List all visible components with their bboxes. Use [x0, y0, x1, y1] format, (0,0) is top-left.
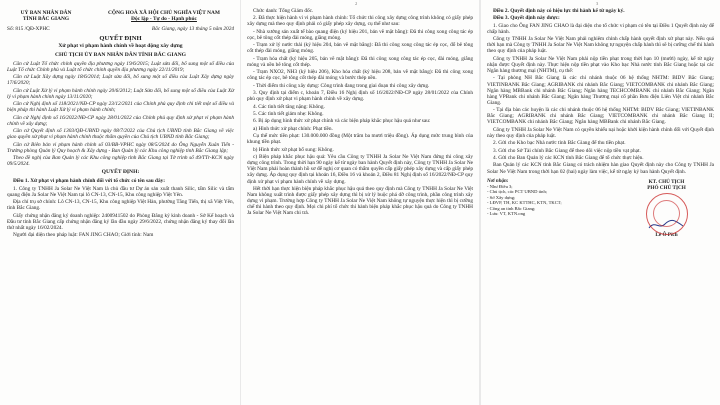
recipients-list [487, 179, 587, 238]
legal-basis: Căn cứ Biên bản vi phạm hành chính số 03/BB-VPHC ngày 08/5/2024 do Ông Nguyễn Xuân Tiến - Trưởng phòng Quản lý Quy hoạch & Xây dựng - Ban Quản lý các Khu công nghiệp tỉnh Bắc Giang lập; [7, 141, 234, 154]
paragraph: Ban Quản lý các KCN tỉnh Bắc Giang có trách nhiệm hàn giao Quyết định này cho Công ty TNHH Ja Solar Ne Việt Nam trong thời hạn 02 (hai) ngày làm việc, kể từ ngày ký ban hành Quyết định. [487, 162, 714, 175]
signer-name: Lê Ô Pích [655, 231, 678, 238]
paragraph: 5. Các tình tiết giảm nhẹ: Không. [253, 111, 324, 118]
recipient: - Công an tỉnh Bắc Giang; [487, 205, 536, 211]
paragraph: 1. Giao cho Ông FAN JING CHAO là đại diện cho tổ chức vi phạm có tên tại Điều 1 Quyết định này để chấp hành. [487, 22, 714, 35]
paragraph: - Tại phòng NH Bắc Giang là các chi nhánh thuộc 06 hệ thống NHTM: BIDV Bắc Giang; VIETINBANK Bắc Giang; AGRIBANK chi nhánh Bắc Giang; VIETCOMBANK chi nhánh Bắc Giang; Ngân hàng MBBank chi nhánh Bắc Giang; Ngân hàng TECHCOMBANK chi nhánh Bắc Giang; Ngân hàng VPBank chi nhánh Bắc Giang; Ngân hàng Thương mại cổ phần Bưu điện Liên Việt chi nhánh Bắc Giang. [487, 75, 714, 106]
company-paragraph: 1. Công ty TNHH Ja Solar Ne Việt Nam là chủ đầu tư Dự án sản xuất thanh Silic, tấm Silic và tấm quang điện Ja Solar Ne Việt Nam tại lô CN-13, CN-15, Khu công nghiệp Việt Yên. [7, 185, 234, 198]
document-subtitle: Xử phạt vi phạm hành chính về hoạt động xây dựng [58, 42, 183, 49]
sign-title-2: PHÓ CHỦ TỊCH [647, 184, 686, 191]
legal-basis: Căn cứ Nghị định số 118/2021/NĐ-CP ngày 23/12/2021 của Chính phủ quy định chi tiết một số điều và biện pháp thi hành Luật Xử lý vi phạm hành chính; [7, 101, 234, 114]
paragraph: 3. Gửi cho Sở Tài chính Bắc Giang để theo dõi việc nộp tiền vạt phạt. [493, 147, 641, 154]
page-number: 2 [355, 1, 358, 6]
registration-paragraph: Giấy chứng nhận đăng ký doanh nghiệp: 2400941502 do Phòng Đăng ký kinh doanh - Sở Kế hoạch và Đầu tư tỉnh Bắc Giang cấp chứng nhận đăng ký lần đầu ngày 29/6/2022, chứng nhận đăng ký thay đổi lần thứ nhất ngày 16/02/2024. [7, 212, 234, 231]
legal-basis: Căn cứ Luật Xử lý vi phạm hành chính ngày 20/6/2012; Luật Sửa đổi, bổ sung một số điều của Luật Xử lý vi phạm hành chính ngày 13/11/2020; [7, 87, 234, 100]
paragraph: a) Hình thức xử phạt chính: Phạt tiền. [253, 125, 333, 132]
motto-line-2: Độc lập - Tự do - Hạnh phúc [131, 16, 197, 23]
legal-basis: Căn cứ Nghị định số 16/2022/NĐ-CP ngày 28/01/2022 của Chính phủ quy định xử phạt vi phạm hành chính về xây dựng; [7, 114, 234, 127]
paragraph: - Trạm NXO2, NH3 (ký hiệu 206), Kho hóa chất (ký hiệu 208, bản vẽ mặt bằng): Đã thi công xong công tác ép cọc, bê tông cốt thép đài móng và bước thép nền. [247, 69, 473, 82]
issuing-agency [7, 10, 85, 23]
fine-amount-paragraph: Cụ thể mức tiền phạt: 130.000.000 đồng (Một trăm ba mươi triệu đồng). Áp dụng mức trung bình của khung tiền phạt. [247, 133, 473, 146]
agency-line-1: UỶ BAN NHÂN DÂN [20, 10, 72, 16]
recipient: - Lưu: VT, KTN.ong [487, 211, 526, 217]
legal-basis: Căn cứ Luật Xây dựng ngày 18/6/2014; Luật sửa đổi, bổ sung một số điều của Luật Xây dựng ngày 17/6/2020; [7, 74, 234, 87]
national-motto [94, 10, 234, 23]
recipient: - LĐVP, TH, KC KTTHC, KTN, TKCT; [487, 200, 562, 206]
recipient: - Sở Xây dựng; [487, 194, 516, 200]
legal-basis: Căn cứ Quyết định số 1303/QĐ-UBND ngày 08/7/2022 của Chủ tịch UBND tỉnh Bắc Giang về việc giao quyền xử phạt vi phạm hành chính thuộc thẩm quyền của Chủ tịch UBND tỉnh Bắc Giang; [7, 128, 234, 141]
article-2: Điều 2. Quyết định này có hiệu lực thi hành kể từ ngày ký. [493, 8, 625, 14]
legal-bases [7, 61, 234, 168]
signature-block [487, 179, 714, 238]
document-title: QUYẾT ĐỊNH [99, 34, 142, 42]
signer-block [619, 179, 714, 238]
paragraph: - Trạm hóa chất (ký hiệu 205, bản vẽ mặt bằng): Đã thi công xong công tác ép cọc, đài móng, giằng móng và nền bê tông cốt thép. [247, 55, 473, 68]
issuing-authority: CHỦ TỊCH ỦY BAN NHÂN DÂN TỈNH BẮC GIANG [54, 51, 187, 58]
document-header [7, 10, 234, 23]
paragraph: 4. Các tình tiết tăng nặng: Không. [253, 103, 325, 110]
representative-paragraph: Người đại diện theo pháp luật: FAN JING CHAO; Giới tính: Nam [13, 232, 154, 239]
recipient: - Như Điều 3; [487, 184, 513, 190]
paragraph: 2. Đã thực hiện hành vi vi phạm hành chính: Tổ chức thi công xây dựng công trình không có giấy phép xây dựng mà theo quy định phải có giấy phép xây dựng, cụ thể như sau: [247, 15, 473, 28]
paragraph: - Nhà xưởng sản xuất tế bào quang điện (ký hiệu 201, bản vẽ mặt bằng): Đã thi công xong công tác ép cọc, bê tông cốt thép đài móng, giằng móng. [247, 28, 473, 41]
address-paragraph: Địa chỉ trụ sở chính: Lô CN-13, CN-15, Khu công nghiệp Việt Hàn, phường Tăng Tiến, thị xã Việt Yên, tỉnh Bắc Giang. [7, 199, 234, 212]
paragraph: - Trạm xử lý nước thải (ký hiệu 204, bản vẽ mặt bằng): Đã thi công xong công tác ép cọc, đổ bê tông cốt thép đài móng, giằng móng. [247, 42, 473, 55]
document-date: Bắc Giang, ngày 13 tháng 5 năm 2024 [151, 25, 234, 32]
motto-line-1: CỘNG HOÀ XÃ HỘI CHỦ NGHĨA VIỆT NAM [108, 10, 220, 16]
paragraph: - Thời điểm thi công xây dựng: Công trình đang trong giai đoạn thi công xây dựng. [253, 82, 430, 89]
decision-heading: QUYẾT ĐỊNH: [101, 169, 140, 176]
paragraph: b) Hình thức xử phạt bổ sung: Không. [253, 146, 334, 153]
paragraph: Chức danh: Tổng Giám đốc. [253, 8, 314, 14]
official-seal-icon [646, 193, 688, 235]
page-3 [481, 0, 720, 405]
paragraph: 4. Gửi cho Ban Quản lý các KCN tỉnh Bắc Giang để tổ chức thực hiện. [493, 155, 644, 162]
paragraph: c) Biện pháp khắc phục hậu quả: Yêu cầu Công ty TNHH Ja Solar Ne Việt Nam đứng thi công xây dựng công trình. Trong thời hạn 90 ngày kể từ ngày ban hành Quyết định này, Công ty TNHH Ja Solar Ne Việt Nam phải hoàn thành hồ sơ để nghị cơ quan có thẩm quyền cấp giấy phép xây dựng và cấp giấy phép xây dựng. Áp dụng quy định tại khoản 16, Điều 16 và khoản 2, Điều 81 Nghị định số 16/2022/NĐ-CP quy định xử phạt vi phạm hành chính về xây dựng. [247, 154, 473, 185]
document-number: Số: 815 /QĐ-XPHC [7, 25, 50, 32]
paragraph: 2. Gửi cho Kho bạc Nhà nước tỉnh Bắc Giang để thu tiền phạt. [493, 140, 626, 147]
sign-title-1: KT. CHỦ TỊCH [648, 178, 685, 185]
recipient: - Chủ tịch, các PCT UBND tỉnh; [487, 189, 548, 195]
paragraph: - Tại địa bàn các huyện là các chi nhánh thuộc 06 hệ thống NHTM: BIDV Bắc Giang; VIETINBANK Bắc Giang; AGRIBANK chi nhánh Bắc Giang; VIETCOMBANK chi nhánh Bắc Giang II; VIETCOMBANK chi nhánh Bắc Giang; Ngân hàng MBBank chi nhánh Bắc Giang. [487, 107, 714, 126]
paragraph: Công ty TNHH Ja Solar Ne Việt Nam phải nộp tiền phạt trong thời hạn 10 (mười) ngày, kể từ ngày nhận được Quyết định này. Thực hiện nộp tiền phạt vào Kho bạc Nhà nước tỉnh Bắc Giang hoặc tại các Ngân hàng thương mại (NHTM), cụ thể: [487, 55, 714, 75]
paragraph: Hết thời hạn thực hiện biện pháp khắc phục hậu quả theo quy định mà Công ty TNHH Ja Solar Ne Việt Nam không xuất trình được giấy phép xây dựng thì bị xử lý buộc phá dỡ công trình, phần công trình xây dựng vi phạm. Trường hợp Công ty TNHH Ja Solar Ne Việt Nam không tự nguyện thực hiện thì bị cưỡng chế thi hành theo quy định. Mọi chi phí tổ chức thi hành biện pháp khắc phục hậu quả do Công ty TNHH Ja Solar Ne Việt Nam chi trả. [247, 185, 473, 217]
page-1 [0, 0, 240, 405]
legal-basis: Theo đề nghị của Ban Quản lý các Khu công nghiệp tỉnh Bắc Giang tại Tờ trình số 49/TTr-KCN ngày 09/5/2024. [7, 154, 234, 168]
page-2 [241, 0, 479, 405]
page-number: 3 [596, 1, 599, 6]
recipients-title: Nơi nhận: [487, 178, 509, 184]
paragraph: 3. Quy định tại điểm c, khoản 7, Điều 16 Nghị định số 16/2022/NĐ-CP ngày 28/01/2022 của Chính phủ quy định xử phạt vi phạm hành chính về xây dựng. [247, 90, 473, 103]
paragraph: Công ty TNHH Ja Solar Ne Việt Nam phải nghiêm chỉnh chấp hành quyết định xử phạt này. Nếu quá thời hạn mà Công ty TNHH Ja Solar Ne Việt Nam không tự nguyện chấp hành thì sẽ bị cưỡng chế thi hành theo quy định của pháp luật. [487, 36, 714, 55]
number-date-row [7, 26, 234, 32]
paragraph: 6. Bị áp dụng hình thức xử phạt chính và các biện pháp khắc phục hậu quả như sau: [253, 118, 431, 125]
article-1: Điều 1. Xử phạt vi phạm hành chính đối với tổ chức có tên sau đây: [13, 178, 166, 185]
article-3: Điều 3. Quyết định này được: [493, 15, 560, 22]
agency-line-2: TỈNH BẮC GIANG [22, 16, 70, 23]
legal-basis: Căn cứ Luật Tổ chức chính quyền địa phương ngày 19/6/2015; Luật sửa đổi, bổ sung một số điều của Luật Tổ chức Chính phủ và Luật tổ chức chính quyền địa phương ngày 22/11/2019; [7, 60, 234, 73]
paragraph: Công ty TNHH Ja Solar Ne Việt Nam có quyền khiếu nại hoặc khởi kiện hành chính đối với Quyết định này theo quy định của pháp luật. [487, 126, 714, 139]
